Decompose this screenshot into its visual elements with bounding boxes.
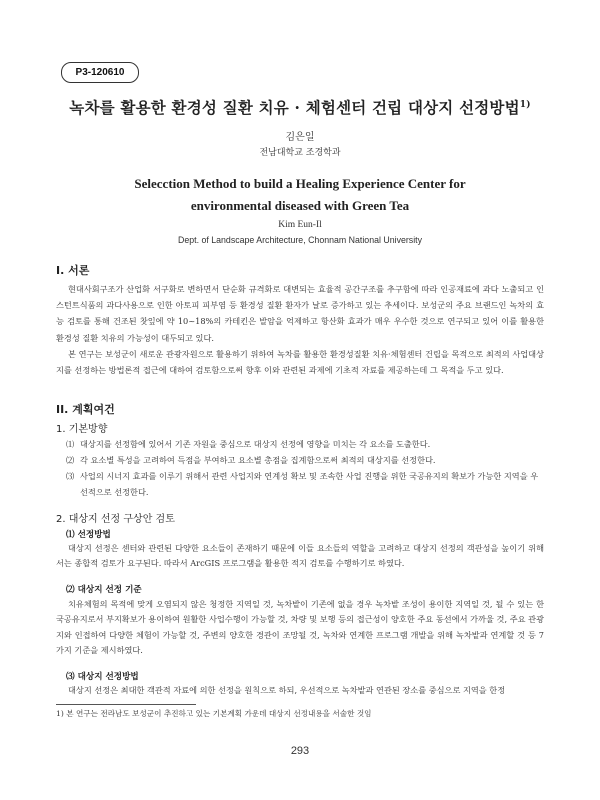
list-item: ⑵ 각 요소별 특성을 고려하여 득점을 부여하고 요소별 총점을 집계함으로써 최적의 대상지를 선정한다. (66, 455, 436, 465)
korean-title-text: 녹차를 활용한 환경성 질환 치유 · 체험센터 건립 대상지 선정방법 (69, 98, 520, 117)
english-author: Kim Eun-Il (278, 220, 322, 230)
english-affiliation: Dept. of Landscape Architecture, Chonnam National University (178, 235, 422, 245)
intro-paragraph-1: 현대사회구조가 산업화 서구화로 변하면서 단순화 규격화로 대변되는 효율적 공간구조를 추구함에 따라 인공재료에 과다 노출되고 인스턴트식품의 과다사용으로 인한 아토피 피부염 등 환경성 질환 환자가 날로 증가하고 있는 추세이다. 보성군의 주요 브랜드인 녹차의 효능 검토를 통해 건조된 찻잎에 약 10~18%의 카테킨은 발암을 억제하고 항산화 효과가 매우 우수한 것으로 연구되고 있어 이를 활용한 환경성 질환 치유의 가능성이 대두되고 있다. (56, 284, 544, 343)
title-footnote-mark: 1) (519, 99, 531, 110)
english-title (0, 173, 600, 217)
korean-title (0, 96, 600, 118)
korean-affiliation: 전남대학교 조경학과 (259, 148, 341, 158)
subsection-heading-site: 2. 대상지 선정 구상안 검토 (56, 514, 175, 525)
section-heading-plan: II. 계획여건 (56, 403, 115, 416)
paper-code-badge: P3-120610 (61, 62, 139, 83)
subsubsection-heading-selection: ⑶ 대상지 선정방법 (66, 672, 139, 682)
criteria-paragraph: 치유체험의 목적에 맞게 오염되지 않은 청정한 지역일 것, 녹차밭이 기존에 없을 경우 녹차밭 조성이 용이한 지역일 것, 될 수 있는 한 국공유지로서 부지확보가 용이하여 원활한 사업수행이 가능할 것, 차량 및 보행 등의 접근성이 양호한 주요 동선에서 가까울 것, 주요 관광지와 인접하여 다양한 체험이 가능할 것, 주변의 양호한 경관이 조망될 것, 녹차와 연계한 프로그램 개발을 위해 녹차밭과 연계할 것 등 7가지 기준을 제시하였다. (56, 599, 544, 656)
method-paragraph: 대상지 선정은 센터와 관련된 다양한 요소들이 존재하기 때문에 이들 요소들의 역할을 고려하고 대상지 선정의 객관성을 높이기 위해서는 종합적 검토가 요구된다. 따라서 ArcGIS 프로그램을 활용한 적지 검토를 수행하기로 하였다. (56, 543, 544, 569)
english-title-line-2: environmental diseased with Green Tea (190, 198, 410, 213)
intro-paragraph-2: 본 연구는 보성군이 새로운 관광자원으로 활용하기 위하여 녹차를 활용한 환경성질환 치유·체험센터 건립을 목적으로 최적의 사업대상지를 선정하는 방법론적 접근에 대하여 검토함으로써 향후 이와 관련된 과제에 기초적 자료를 제공하는데 그 목적을 두고 있다. (56, 349, 544, 376)
korean-author: 김은일 (285, 132, 315, 143)
english-title-line-1: Selecction Method to build a Healing Experience Center for (134, 176, 466, 191)
selection-paragraph: 대상지 선정은 최대한 객관적 자료에 의한 선정을 원칙으로 하되, 우선적으로 녹차밭과 연관된 장소를 중심으로 지역을 한정 (68, 685, 506, 695)
list-item: ⑶ 사업의 시너지 효과를 이루기 위해서 관련 사업지와 연계성 확보 및 조속한 사업 진행을 위한 국공유지의 확보가 가능한 지역을 우선적으로 선정한다. (66, 471, 539, 497)
footnote: 1) 본 연구는 전라남도 보성군이 추진하고 있는 기본계획 가운데 대상지 선정내용을 서술한 것임 (56, 709, 372, 718)
page-number: 293 (290, 745, 310, 757)
subsubsection-heading-criteria: ⑵ 대상지 선정 기준 (66, 585, 142, 595)
subsection-heading-basic: 1. 기본방향 (56, 424, 108, 435)
subsubsection-heading-method: ⑴ 선정방법 (66, 530, 111, 540)
basic-direction-list (66, 436, 544, 500)
list-item: ⑴ 대상지를 선정함에 있어서 기존 자원을 중심으로 대상지 선정에 영향을 미치는 각 요소를 도출한다. (66, 439, 431, 449)
footnote-divider (56, 704, 196, 705)
section-heading-intro: I. 서론 (56, 264, 90, 277)
